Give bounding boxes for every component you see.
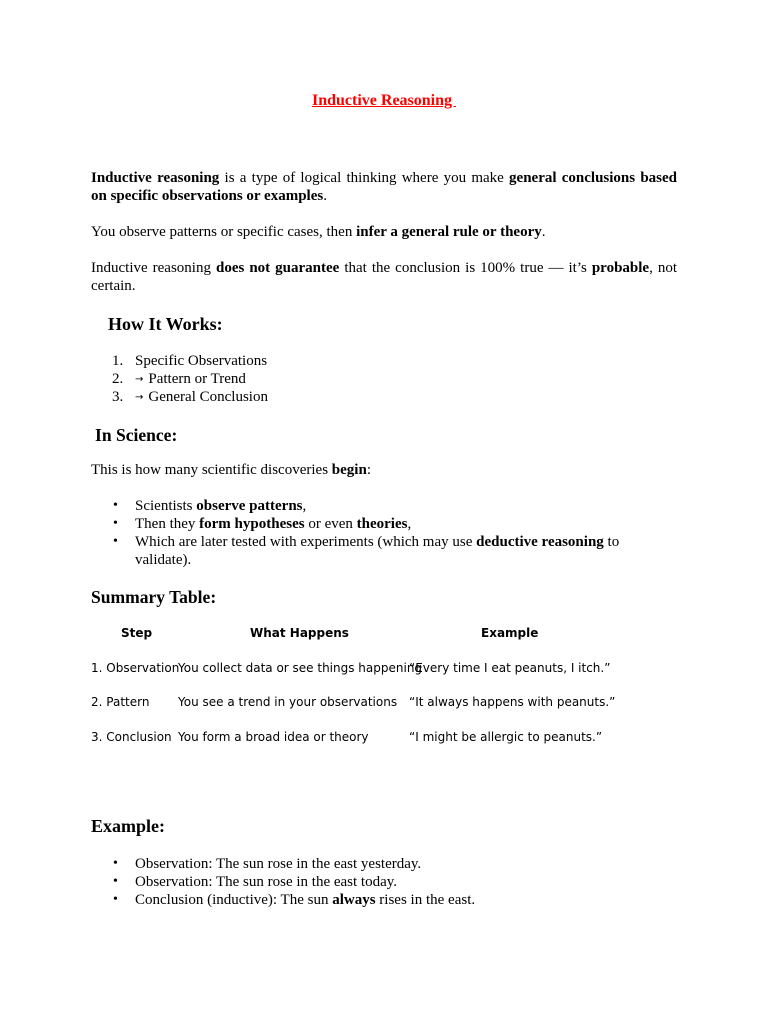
- intro-paragraph-probable: [91, 259, 677, 295]
- list-item-text: rises in the east.: [375, 892, 476, 908]
- list-item-text: Specific Observations: [135, 353, 268, 369]
- bold-phrase: begin: [331, 462, 367, 478]
- bold-phrase: deductive reasoning: [476, 534, 604, 550]
- list-item-text: ,: [407, 516, 412, 532]
- table-header-example: Example: [481, 626, 539, 640]
- in-science-list: [91, 497, 677, 569]
- table-cell-step: 3. Conclusion: [91, 730, 172, 744]
- table-cell-what-happens: You form a broad idea or theory: [178, 730, 369, 744]
- list-item-text: or even: [304, 516, 357, 532]
- arrow-right-icon: →: [135, 374, 144, 385]
- summary-table-heading: Summary Table:: [91, 587, 217, 607]
- list-item: [91, 352, 268, 370]
- example-heading: Example:: [91, 816, 165, 836]
- table-cell-example: “I might be allergic to peanuts.”: [409, 730, 603, 744]
- paragraph-text: , not certain.: [91, 260, 678, 294]
- bullet-icon: •: [113, 874, 118, 889]
- intro-paragraph-definition: [91, 169, 677, 205]
- list-item: [91, 388, 268, 406]
- paragraph-text: is a type of logical thinking where you make: [219, 170, 510, 186]
- how-it-works-heading: How It Works:: [108, 314, 223, 334]
- list-item: [91, 515, 677, 533]
- bold-term: Inductive reasoning: [91, 170, 220, 186]
- table-cell-step: 2. Pattern: [91, 695, 150, 709]
- list-item: [91, 855, 677, 873]
- bullet-icon: •: [113, 856, 118, 871]
- bold-phrase: probable: [591, 260, 650, 276]
- bullet-icon: •: [113, 534, 118, 549]
- list-number: 2.: [112, 371, 124, 387]
- list-item: [91, 891, 677, 909]
- list-item-text: Conclusion (inductive): The sun: [135, 892, 333, 908]
- list-item-text: Observation: The sun rose in the east yesterday.: [135, 856, 422, 872]
- in-science-lead: [91, 461, 677, 479]
- bold-phrase: always: [332, 892, 376, 908]
- list-item: [91, 533, 677, 569]
- list-item-text: Then they: [135, 516, 200, 532]
- paragraph-text: .: [541, 224, 546, 240]
- in-science-heading: In Science:: [95, 425, 178, 445]
- bold-phrase: general conclusions based on specific observations or examples: [91, 170, 678, 204]
- table-cell-what-happens: You see a trend in your observations: [178, 695, 398, 709]
- table-cell-example: “It always happens with peanuts.”: [409, 695, 616, 709]
- bold-phrase: infer a general rule or theory: [356, 224, 542, 240]
- paragraph-text: .: [323, 188, 327, 204]
- how-it-works-list: [91, 352, 268, 406]
- bold-phrase: theories: [356, 516, 408, 532]
- bullet-icon: •: [113, 498, 118, 513]
- paragraph-text: Inductive reasoning: [91, 260, 216, 276]
- example-list: [91, 855, 677, 909]
- list-item-text: Scientists: [135, 498, 197, 514]
- list-item-text: ,: [302, 498, 307, 514]
- list-item-text: Observation: The sun rose in the east today.: [135, 874, 398, 890]
- bold-phrase: does not guarantee: [215, 260, 340, 276]
- bold-phrase: form hypotheses: [199, 516, 305, 532]
- paragraph-text: You observe patterns or specific cases, then: [91, 224, 357, 240]
- list-number: 1.: [112, 353, 124, 369]
- list-item: [91, 370, 268, 388]
- list-item: [91, 497, 677, 515]
- bullet-icon: •: [113, 516, 118, 531]
- paragraph-text: that the conclusion is 100% true — it’s: [339, 260, 592, 276]
- list-item-text: to validate).: [135, 534, 620, 568]
- bullet-icon: •: [113, 892, 118, 907]
- table-header-what-happens: What Happens: [250, 626, 349, 640]
- paragraph-text: :: [366, 462, 371, 478]
- list-item-text: Pattern or Trend: [148, 371, 246, 387]
- table-cell-what-happens: You collect data or see things happening: [178, 661, 423, 675]
- intro-paragraph-patterns: [91, 223, 677, 241]
- list-item-text: Which are later tested with experiments (which may use: [135, 534, 477, 550]
- table-header-step: Step: [121, 626, 153, 640]
- document-title: Inductive Reasoning: [311, 92, 457, 109]
- paragraph-text: This is how many scientific discoveries: [91, 462, 332, 478]
- list-number: 3.: [112, 389, 124, 405]
- list-item-text: General Conclusion: [148, 389, 268, 405]
- table-cell-example: “Every time I eat peanuts, I itch.”: [409, 661, 611, 675]
- bold-phrase: observe patterns: [196, 498, 303, 514]
- table-cell-step: 1. Observation: [91, 661, 180, 675]
- list-item: [91, 873, 677, 891]
- arrow-right-icon: →: [135, 392, 144, 403]
